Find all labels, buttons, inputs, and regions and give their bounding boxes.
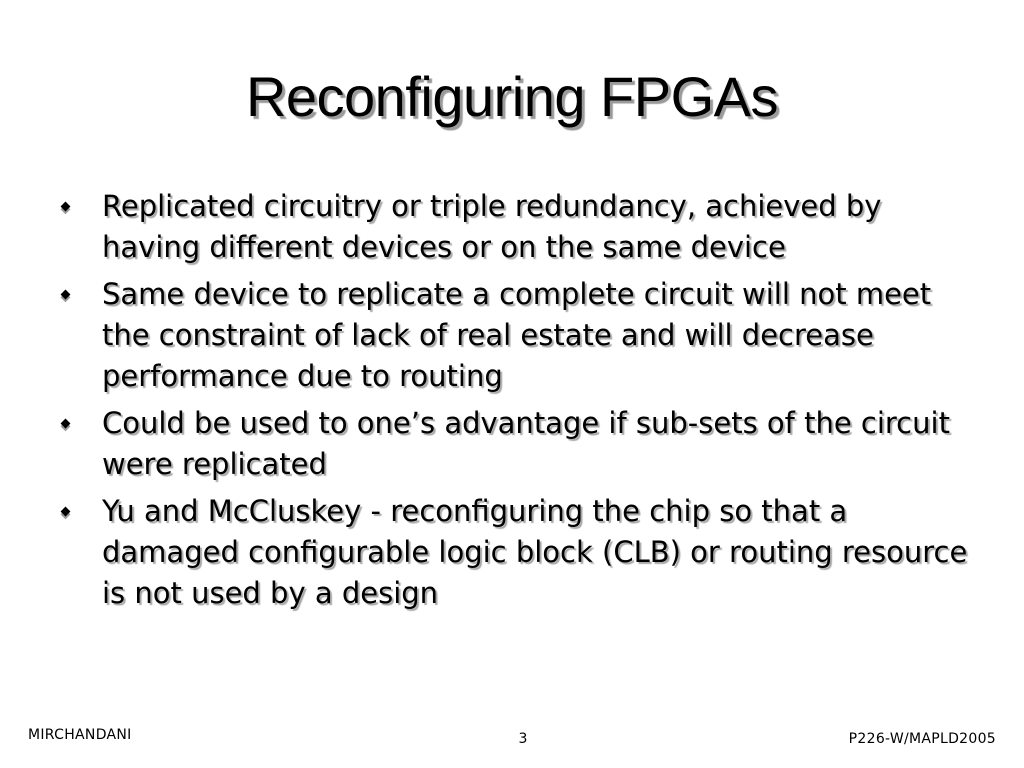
- bullet-item: [60, 186, 980, 268]
- diamond-bullet-icon: [60, 403, 102, 427]
- footer-author: MIRCHANDANI: [28, 727, 132, 743]
- diamond-bullet-icon: [60, 274, 102, 298]
- diamond-bullet-icon: [60, 186, 102, 210]
- diamond-bullet-icon: [60, 491, 102, 515]
- bullet-text: Could be used to one’s advantage if sub-sets of the circuit were replicated: [102, 406, 950, 481]
- slide-title: Reconfiguring FPGAs: [245, 65, 779, 128]
- bullet-item: [60, 274, 980, 397]
- footer-page-number: 3: [518, 731, 528, 747]
- bullet-item: [60, 403, 980, 485]
- bullet-text: Replicated circuitry or triple redundancy, achieved by having different devices or on the same device: [102, 189, 882, 264]
- bullet-item: [60, 491, 980, 614]
- bullet-text: Same device to replicate a complete circuit will not meet the constraint of lack of real estate and will decrease performance due to routing: [102, 277, 932, 393]
- bullet-text: Yu and McCluskey - reconfiguring the chip so that a damaged configurable logic block (CLB) or routing resource is not used by a design: [102, 494, 968, 610]
- footer-conference-id: P226-W/MAPLD2005: [848, 731, 996, 747]
- bullet-list: [60, 186, 980, 620]
